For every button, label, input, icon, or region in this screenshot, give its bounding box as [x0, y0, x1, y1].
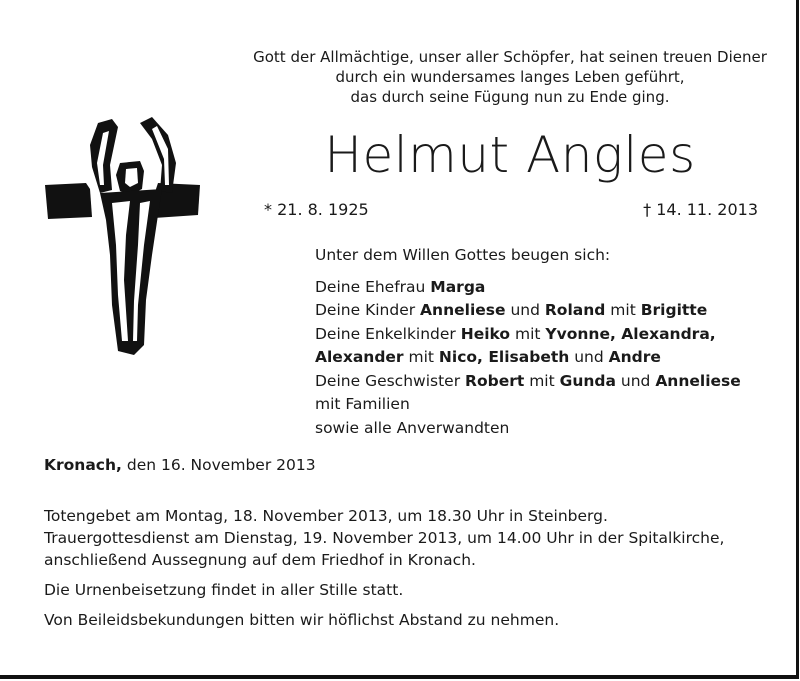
- relation-text: Deine Geschwister: [315, 371, 466, 390]
- resurrection-cross-icon: [40, 105, 210, 365]
- mourner-name: Marga: [430, 277, 486, 296]
- mourner-line: [315, 370, 775, 394]
- mourner-line: sowie alle Anverwandten: [315, 418, 510, 437]
- mourner-name: Yvonne, Alexandra,: [545, 324, 716, 343]
- mourner-line: [315, 323, 775, 347]
- mourner-name: Gunda: [559, 371, 616, 390]
- verse-line: durch ein wundersames langes Leben geführt,: [335, 68, 685, 86]
- mourner-name: Andre: [608, 348, 661, 366]
- note-line: Totengebet am Montag, 18. November 2013, um 18.30 Uhr in Steinberg.: [44, 507, 608, 525]
- connector-text: und: [569, 348, 609, 366]
- relation-text: Deine Enkelkinder: [315, 324, 461, 343]
- verse-line: Gott der Allmächtige, unser aller Schöpfer, hat seinen treuen Diener: [253, 48, 767, 66]
- place-date: [44, 456, 316, 474]
- note-line: Die Urnenbeisetzung findet in aller Stille statt.: [44, 581, 404, 599]
- mourner-name: Roland: [544, 301, 606, 319]
- note-line: Trauergottesdienst am Dienstag, 19. November 2013, um 14.00 Uhr in der Spitalkirche,: [44, 529, 725, 547]
- service-notes: [44, 505, 784, 631]
- mourner-name: Robert: [465, 371, 525, 390]
- connector-text: mit: [510, 324, 546, 343]
- connector-text: und: [505, 301, 545, 319]
- mourner-line: [315, 276, 775, 300]
- mourner-name: Anneliese: [420, 301, 506, 319]
- death-date: † 14. 11. 2013: [643, 200, 758, 219]
- opening-verse: [250, 47, 770, 107]
- mourner-name: Alexander: [315, 348, 404, 366]
- connector-text: mit: [524, 371, 560, 390]
- mourner-name: Nico, Elisabeth: [438, 348, 570, 366]
- connector-text: mit: [403, 348, 439, 366]
- mourner-name: Brigitte: [640, 301, 708, 319]
- relation-text: Deine Ehefrau: [315, 277, 431, 296]
- mourner-line: [315, 346, 775, 370]
- mourner-line: [315, 299, 775, 323]
- mourner-name: Heiko: [460, 324, 511, 343]
- note-line: Von Beileidsbekundungen bitten wir höflichst Abstand zu nehmen.: [44, 611, 560, 629]
- relation-text: Deine Kinder: [315, 301, 421, 319]
- mourners-intro: Unter dem Willen Gottes beugen sich:: [315, 246, 611, 264]
- connector-text: und: [615, 371, 656, 390]
- deceased-name: Helmut Angles: [324, 126, 696, 184]
- note-line: anschließend Aussegnung auf dem Friedhof in Kronach.: [44, 551, 476, 569]
- mourner-name: Anneliese: [655, 371, 741, 390]
- mourners-list: [315, 244, 775, 440]
- connector-text: mit: [605, 301, 641, 319]
- verse-line: das durch seine Fügung nun zu Ende ging.: [350, 88, 670, 106]
- notice-date: den 16. November 2013: [121, 456, 316, 474]
- place-name: Kronach,: [44, 456, 122, 474]
- mourner-line: mit Familien: [315, 395, 410, 413]
- birth-date: * 21. 8. 1925: [264, 200, 369, 219]
